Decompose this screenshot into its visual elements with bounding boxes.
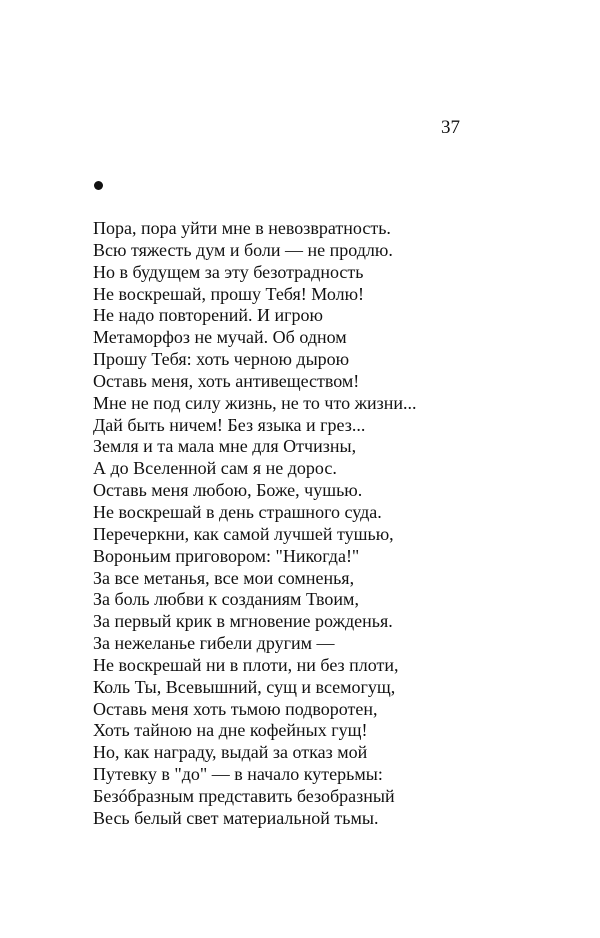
poem-line: Путевку в "до" — в начало кутерьмы: — [93, 764, 383, 785]
poem-line: Перечеркни, как самой лучшей тушью, — [93, 523, 394, 544]
poem-line: Не воскрешай, прошу Тебя! Молю! — [93, 283, 365, 304]
poem-line: За первый крик в мгновение рожденья. — [93, 611, 393, 632]
poem-line: Но в будущем за эту безотрадность — [93, 261, 364, 282]
poem-line: За нежеланье гибели другим — — [93, 633, 335, 654]
page-number: 37 — [441, 117, 460, 138]
poem-line: Мне не под силу жизнь, не то что жизни... — [93, 392, 417, 413]
poem-line: Хоть тайною на дне кофейных гущ! — [93, 720, 368, 741]
poem-line: Не воскрешай ни в плоти, ни без плоти, — [93, 654, 399, 675]
poem-line: Оставь меня, хоть антивеществом! — [93, 370, 360, 391]
poem-line: За все метанья, все мои сомненья, — [93, 567, 355, 588]
poem-line: Пора, пора уйти мне в невозвратность. — [93, 218, 391, 238]
poem-line: Прошу Тебя: хоть черною дырою — [93, 349, 350, 370]
poem-line: Но, как награду, выдай за отказ мой — [93, 742, 368, 763]
poem-line: Дай быть ничем! Без языка и грез... — [93, 414, 366, 435]
poem-line: Весь белый свет материальной тьмы. — [93, 807, 379, 828]
section-bullet-icon — [94, 181, 103, 190]
poem-line: Коль Ты, Всевышний, сущ и всемогущ, — [93, 676, 396, 697]
poem-line: Всю тяжесть дум и боли — не продлю. — [93, 239, 393, 260]
poem-line: А до Вселенной сам я не дорос. — [93, 458, 337, 479]
poem-text — [93, 218, 573, 830]
poem-line: Не воскрешай в день страшного суда. — [93, 501, 382, 522]
poem-line: Метаморфоз не мучай. Об одном — [93, 327, 347, 348]
poem-line: За боль любви к созданиям Твоим, — [93, 589, 359, 610]
poem-line: Земля и та мала мне для Отчизны, — [93, 436, 357, 457]
poem-line: Не надо повторений. И игрою — [93, 305, 323, 326]
poem-line: Безóбразным представить безобразный — [93, 785, 395, 806]
poem-line: Оставь меня хоть тьмою подворотен, — [93, 698, 378, 719]
poem-line: Оставь меня любою, Боже, чушью. — [93, 480, 363, 501]
poem-line: Вороньим приговором: "Никогда!" — [93, 545, 360, 566]
